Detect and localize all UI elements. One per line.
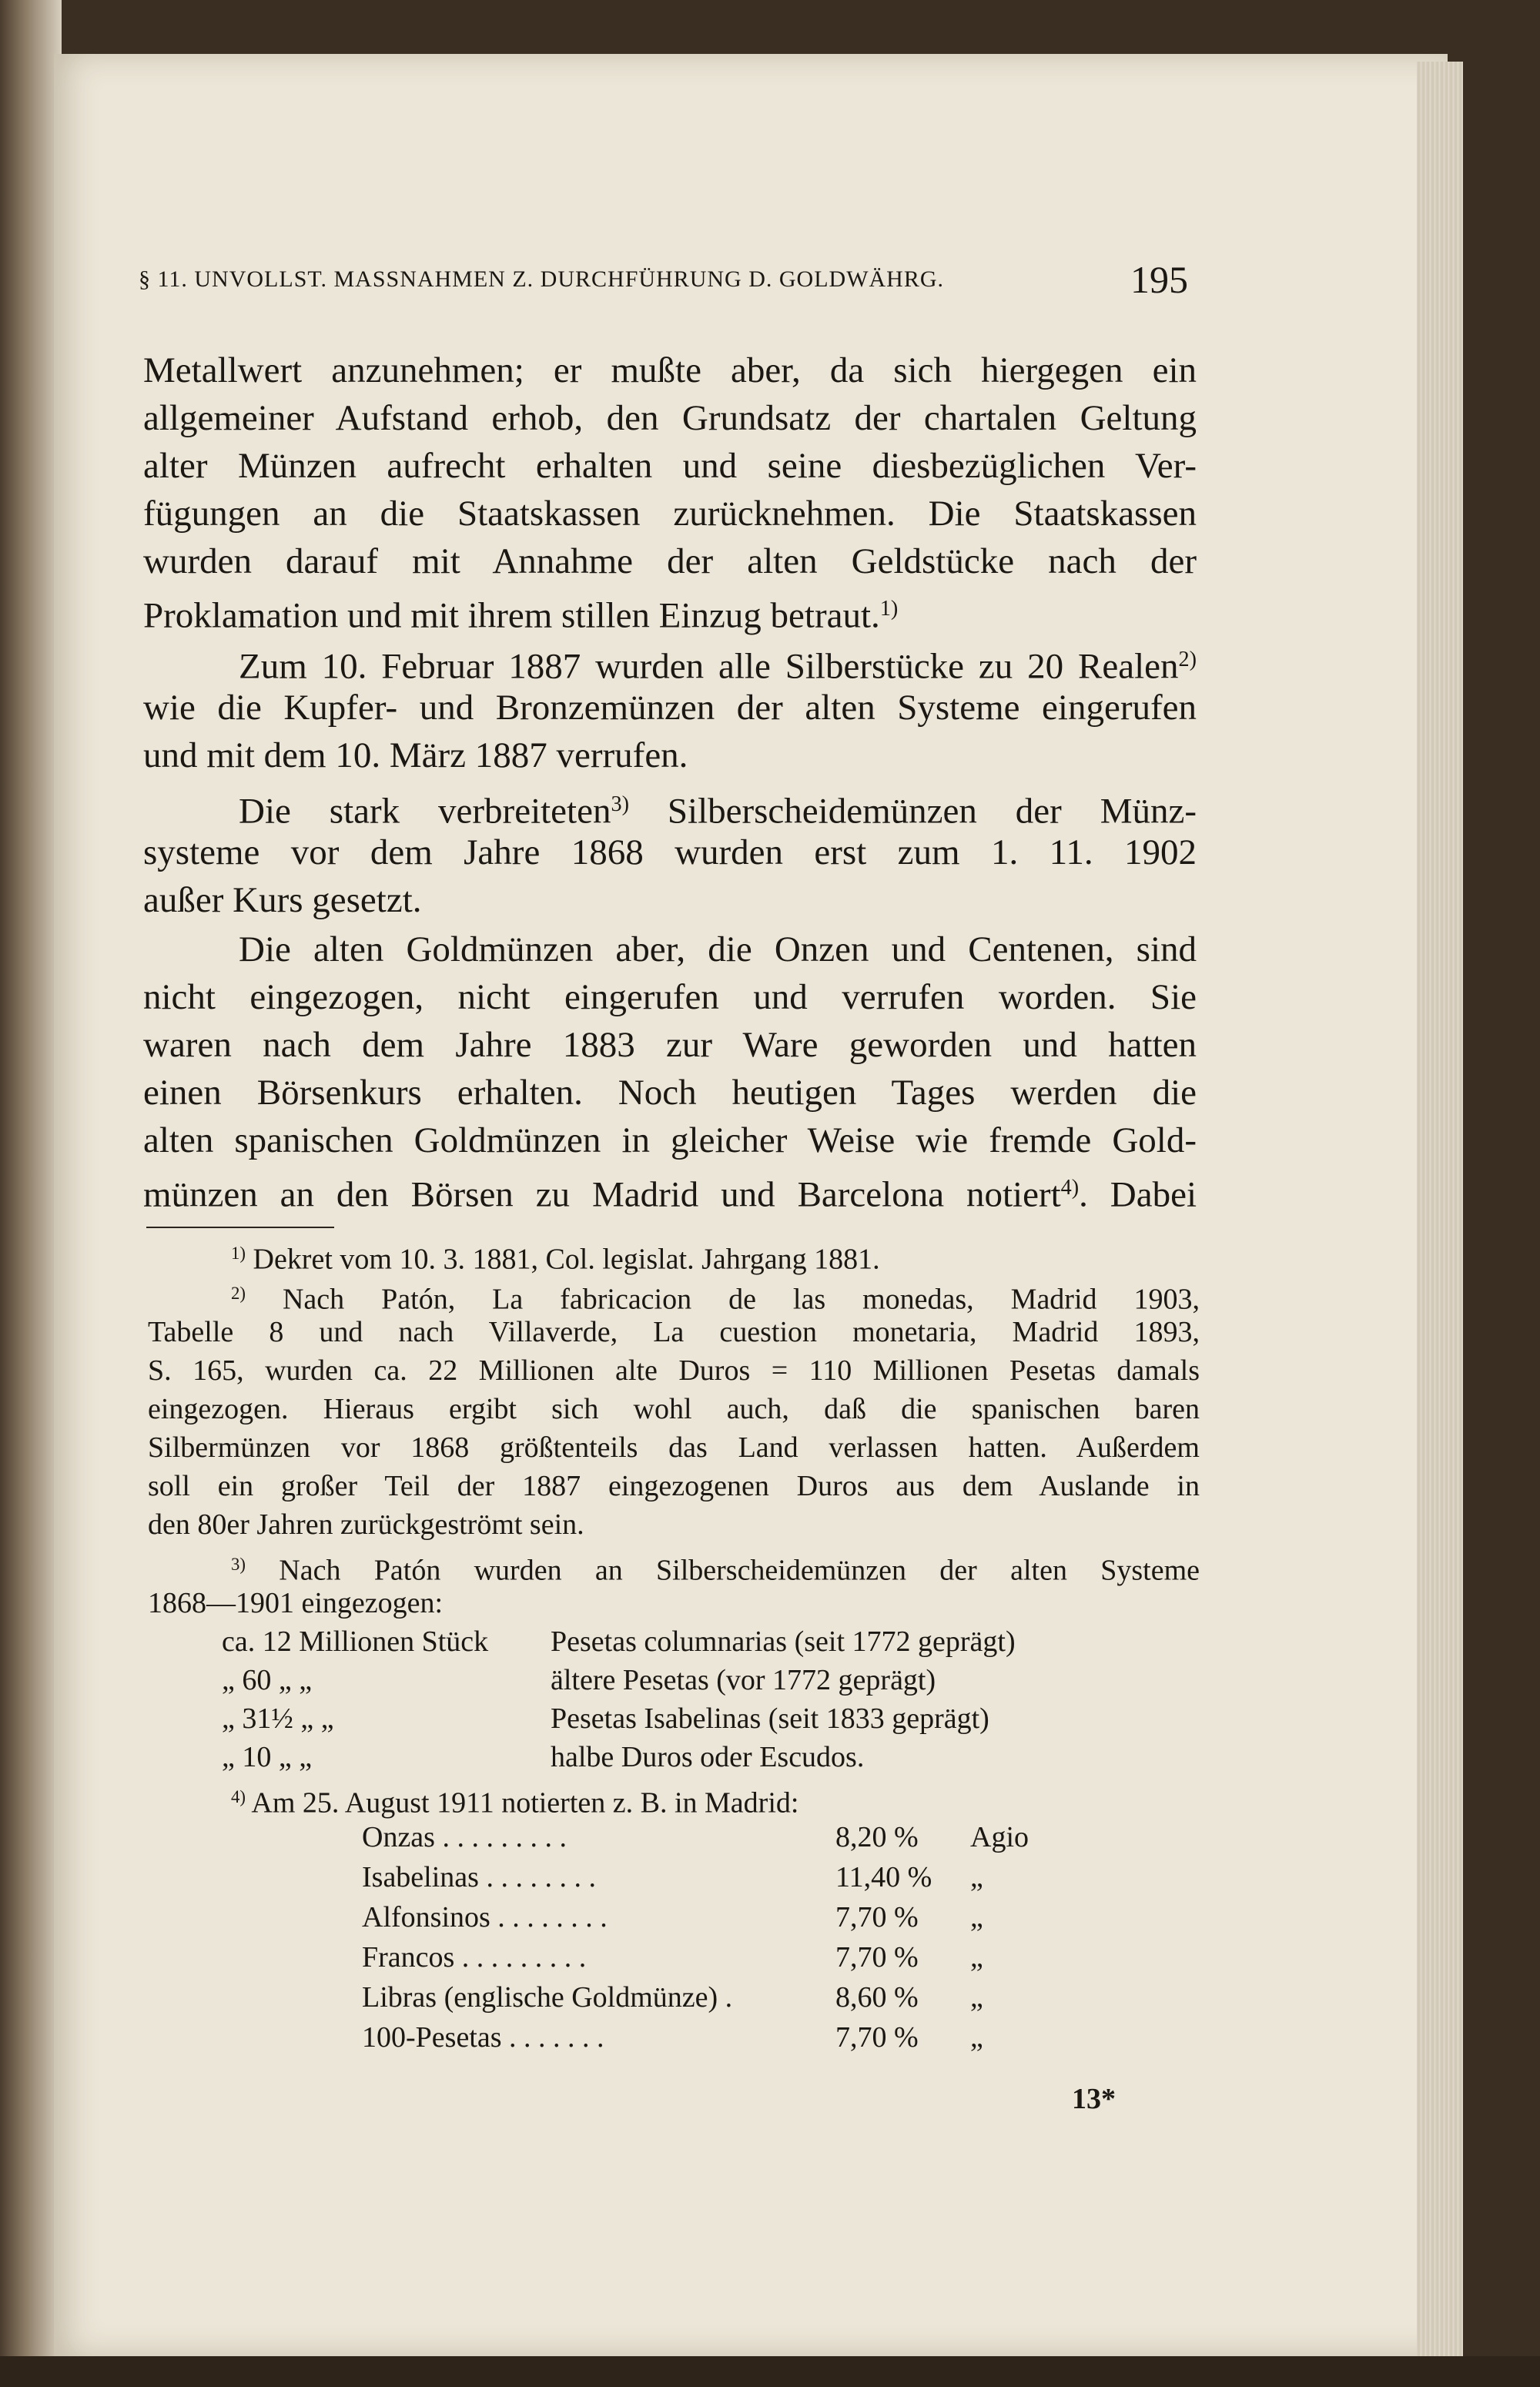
agio-value: 11,40 % xyxy=(835,1861,932,1893)
agio-value: 7,70 % xyxy=(835,1941,919,1974)
body-line: waren nach dem Jahre 1883 zur Ware geworden und hatten xyxy=(143,1025,1197,1065)
footnote-line: Tabelle 8 und nach Villaverde, La cuestion monetaria, Madrid 1893, xyxy=(148,1316,1200,1348)
signature-mark: 13* xyxy=(1072,2083,1116,2115)
agio-unit: „ xyxy=(970,2021,983,2054)
body-line: einen Börsenkurs erhalten. Noch heutigen Tages werden die xyxy=(143,1073,1197,1113)
body-line: Zum 10. Februar 1887 wurden alle Silberstücke zu 20 Realen$^{2)}$ xyxy=(239,646,1197,687)
agio-unit: „ xyxy=(970,1981,983,2014)
body-line: fügungen an die Staatskassen zurücknehmen. Die Staatskassen xyxy=(143,494,1197,534)
agio-value: 8,60 % xyxy=(835,1981,919,2014)
agio-value: 7,70 % xyxy=(835,1901,919,1933)
silver-qty: „ 31½ „ „ xyxy=(222,1702,334,1735)
silver-qty: „ 10 „ „ xyxy=(222,1741,313,1773)
silver-desc: Pesetas columnarias (seit 1772 geprägt) xyxy=(551,1625,1016,1658)
scan-binding-shadow xyxy=(0,0,62,2387)
silver-desc: Pesetas Isabelinas (seit 1833 geprägt) xyxy=(551,1702,989,1735)
body-line: Die alten Goldmünzen aber, die Onzen und Centenen, sind xyxy=(239,929,1197,969)
agio-coin: Onzas . . . . . . . . . xyxy=(362,1821,567,1853)
footnote-ref: 4) xyxy=(1060,1176,1080,1200)
scan-bottom-shadow xyxy=(0,2356,1540,2387)
footnote-ref: 2) xyxy=(1178,648,1197,671)
agio-coin: 100-Pesetas . . . . . . . xyxy=(362,2021,604,2054)
silver-desc: halbe Duros oder Escudos. xyxy=(551,1741,865,1773)
footnote-2: $^{2)}$ Nach Patón, La fabricacion de las monedas, Madrid 1903, xyxy=(231,1283,1200,1316)
footnote-line: S. 165, wurden ca. 22 Millionen alte Duros = 110 Millionen Pesetas damals xyxy=(148,1354,1200,1387)
footnote-ref: 3) xyxy=(611,792,629,816)
agio-coin: Isabelinas . . . . . . . . xyxy=(362,1861,596,1893)
silver-qty: ca. 12 Millionen Stück xyxy=(222,1625,489,1658)
body-line: und mit dem 10. März 1887 verrufen. xyxy=(143,735,688,775)
footnote-1: $^{1)}$ Dekret vom 10. 3. 1881, Col. legislat. Jahrgang 1881. xyxy=(231,1243,880,1276)
agio-coin: Francos . . . . . . . . . xyxy=(362,1941,587,1974)
page-number: 195 xyxy=(1130,258,1188,301)
footnote-ref: 1) xyxy=(879,597,899,621)
agio-coin: Alfonsinos . . . . . . . . xyxy=(362,1901,608,1933)
agio-value: 8,20 % xyxy=(835,1821,919,1853)
footnote-3: $^{3)}$ Nach Patón wurden an Silberscheidemünzen der alten Systeme xyxy=(231,1554,1200,1587)
agio-unit: „ xyxy=(970,1901,983,1933)
silver-desc: ältere Pesetas (vor 1772 geprägt) xyxy=(551,1664,936,1696)
page-edge-stack xyxy=(1417,62,1463,2364)
body-line: nicht eingezogen, nicht eingerufen und verrufen worden. Sie xyxy=(143,977,1197,1017)
body-line: wie die Kupfer- und Bronzemünzen der alten Systeme eingerufen xyxy=(143,688,1197,728)
body-line: Die stark verbreiteten$^{3)}$ Silberscheidemünzen der Münz- xyxy=(239,791,1197,832)
agio-unit: Agio xyxy=(970,1821,1029,1853)
running-head: § 11. UNVOLLST. MASSNAHMEN Z. DURCHFÜHRUNG D. GOLDWÄHRG. xyxy=(139,266,945,292)
body-line: Metallwert anzunehmen; er mußte aber, da sich hiergegen ein xyxy=(143,350,1197,390)
footnote-separator xyxy=(146,1227,334,1228)
footnote-4: $^{4)}$ Am 25. August 1911 notierten z. B. in Madrid: xyxy=(231,1786,799,1820)
body-line: alter Münzen aufrecht erhalten und seine diesbezüglichen Ver- xyxy=(143,446,1197,486)
footnote-line: den 80er Jahren zurückgeströmt sein. xyxy=(148,1508,584,1541)
footnote-line: Silbermünzen vor 1868 größtenteils das Land verlassen hatten. Außerdem xyxy=(148,1431,1200,1464)
body-line: wurden darauf mit Annahme der alten Geldstücke nach der xyxy=(143,541,1197,581)
body-line: Proklamation und mit ihrem stillen Einzug betraut.$^{1)}$ xyxy=(143,595,899,636)
agio-unit: „ xyxy=(970,1861,983,1893)
agio-value: 7,70 % xyxy=(835,2021,919,2054)
agio-coin: Libras (englische Goldmünze) . xyxy=(362,1981,733,2014)
footnote-line: 1868—1901 eingezogen: xyxy=(148,1587,444,1619)
footnote-line: soll ein großer Teil der 1887 eingezogenen Duros aus dem Auslande in xyxy=(148,1470,1200,1502)
silver-qty: „ 60 „ „ xyxy=(222,1664,313,1696)
body-line: allgemeiner Aufstand erhob, den Grundsatz der chartalen Geltung xyxy=(143,398,1197,438)
body-line: münzen an den Börsen zu Madrid und Barcelona notiert$^{4)}$. Dabei xyxy=(143,1174,1197,1215)
agio-unit: „ xyxy=(970,1941,983,1974)
body-line: systeme vor dem Jahre 1868 wurden erst zum 1. 11. 1902 xyxy=(143,832,1197,872)
body-line: alten spanischen Goldmünzen in gleicher Weise wie fremde Gold- xyxy=(143,1120,1197,1160)
body-line: außer Kurs gesetzt. xyxy=(143,880,422,920)
footnote-line: eingezogen. Hieraus ergibt sich wohl auch, daß die spanischen baren xyxy=(148,1393,1200,1425)
